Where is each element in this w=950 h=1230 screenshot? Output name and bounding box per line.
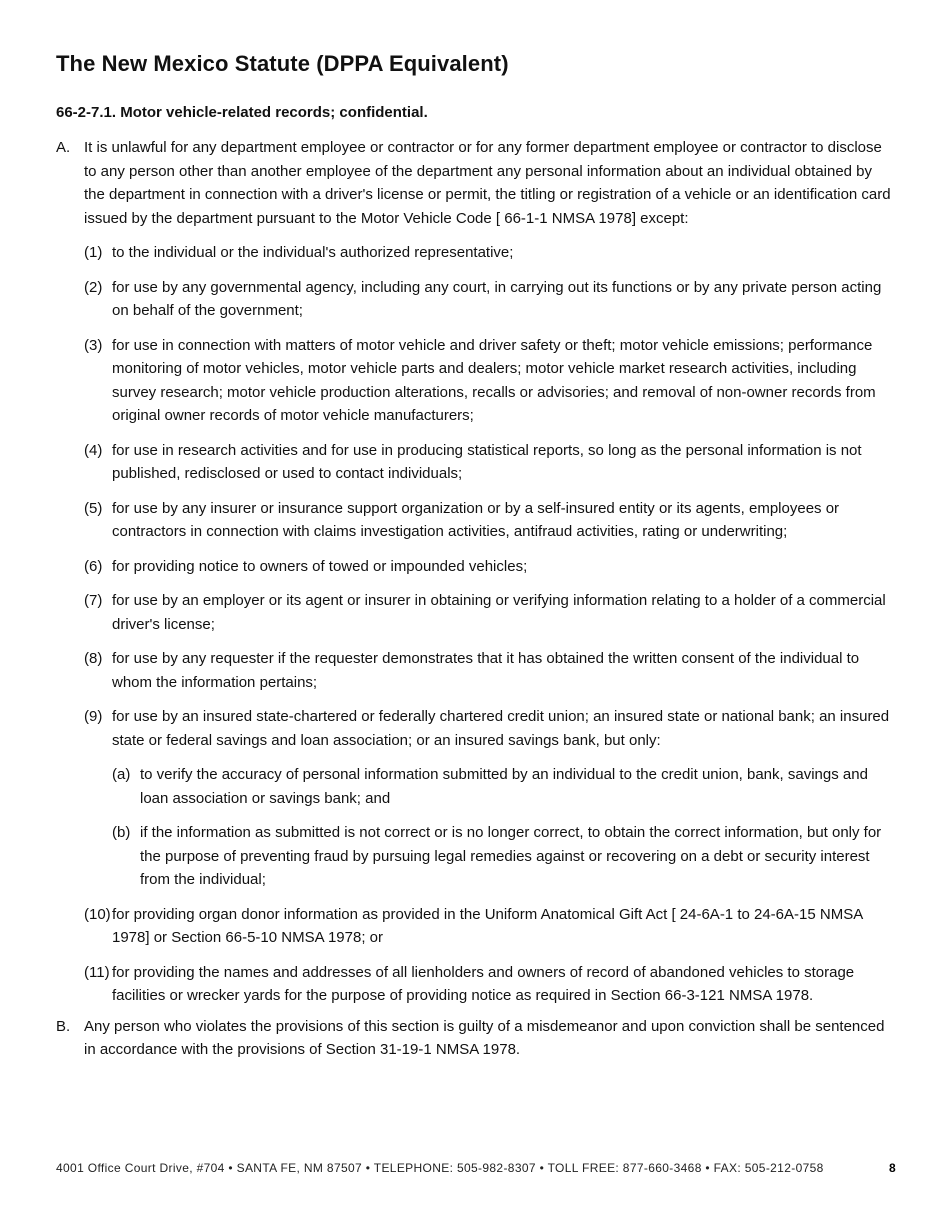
exception-label: (10)	[84, 905, 111, 923]
exception-text: to the individual or the individual's authorized representative;	[112, 244, 514, 261]
exception-text: for use by an employer or its agent or insurer in obtaining or verifying information relating to a holder of a commercial driver's license;	[112, 592, 886, 633]
exception-item-9	[84, 705, 896, 752]
footer-contact: 4001 Office Court Drive, #704 • SANTA FE, NM 87507 • TELEPHONE: 505-982-8307 • TOLL FREE: 877-660-3468 • FAX: 505-212-0758	[56, 1161, 824, 1175]
subitem-text: to verify the accuracy of personal information submitted by an individual to the credit union, bank, savings and loan association or savings bank; and	[140, 766, 868, 807]
exception-label: (6)	[84, 557, 103, 575]
subsection-a	[56, 136, 896, 230]
exception-item-3	[84, 334, 896, 428]
exception-text: for use by any requester if the requester demonstrates that it has obtained the written consent of the individual to whom the information pertains;	[112, 650, 860, 691]
subsection-label: A.	[56, 139, 71, 156]
subsection-b	[56, 1015, 896, 1062]
exception-text: for providing the names and addresses of all lienholders and owners of record of abandoned vehicles to storage facilities or wrecker yards for the purpose of providing notice as required in Section 66-3-121 NMSA 1978.	[112, 963, 855, 1004]
exception-item-1	[84, 241, 896, 265]
page-title: The New Mexico Statute (DPPA Equivalent)	[56, 51, 509, 76]
exception-text: for use by any insurer or insurance support organization or by a self-insured entity or its agents, employees or contractors in connection with claims investigation activities, antifraud activities, rating or underwriting;	[112, 499, 840, 540]
subsection-text: It is unlawful for any department employee or contractor or for any former department employee or contractor to disclose to any person other than another employee of the department any personal information about an individual obtained by the department in connection with a driver's license or permit, the titling or registration of a vehicle or an identification card issued by the department pursuant to the Motor Vehicle Code [ 66-1-1 NMSA 1978] except:	[84, 139, 891, 227]
exception-label: (8)	[84, 650, 103, 667]
exception-text: for use by any governmental agency, including any court, in carrying out its functions or by any private person acting on behalf of the government;	[112, 278, 882, 319]
exception-text: for providing organ donor information as provided in the Uniform Anatomical Gift Act [ 24-6A-1 to 24-6A-15 NMSA 1978] or Section 66-5-10 NMSA 1978; or	[112, 905, 863, 946]
exception-label: (4)	[84, 441, 103, 459]
exception-item-11	[84, 961, 896, 1008]
exception-text: for use in research activities and for use in producing statistical reports, so long as the personal information is not published, redisclosed or used to contact individuals;	[112, 441, 862, 482]
exception-label: (2)	[84, 278, 103, 296]
exception-label: (9)	[84, 708, 103, 725]
exception-label: (3)	[84, 336, 103, 354]
subsection-text: Any person who violates the provisions of this section is guilty of a misdemeanor and upon conviction shall be sentenced in accordance with the provisions of Section 31-19-1 NMSA 1978.	[84, 1017, 885, 1058]
section-heading: 66-2-7.1. Motor vehicle-related records; confidential.	[56, 104, 428, 121]
subitem-label: (b)	[112, 824, 131, 841]
exception-item-4	[84, 439, 896, 486]
page-number: 8	[888, 1161, 896, 1175]
exception-item-7	[84, 589, 896, 636]
exception-text: for providing notice to owners of towed or impounded vehicles;	[112, 557, 528, 575]
page-footer	[56, 1160, 896, 1176]
statute-body	[56, 136, 896, 1062]
exception-text: for use in connection with matters of motor vehicle and driver safety or theft; motor vehicle emissions; performance monitoring of motor vehicles, motor vehicle parts and dealers; motor vehicle market research activities, including survey research; motor vehicle production alterations, recalls or advisories; and removal of non-owner records from original owner records of motor vehicle manufacturers;	[112, 336, 876, 424]
exception-item-5	[84, 497, 896, 544]
subitem-text: if the information as submitted is not correct or is no longer correct, to obtain the correct information, but only for the purpose of preventing fraud by pursuing legal remedies against or recovering on a debt or security interest from the individual;	[140, 824, 882, 888]
exception-label: (5)	[84, 499, 103, 517]
exception-text: for use by an insured state-chartered or federally chartered credit union; an insured state or national bank; an insured state or federal savings and loan association; or an insured savings bank, but only:	[112, 708, 890, 749]
exception-item-8	[84, 647, 896, 694]
subitem-label: (a)	[112, 766, 131, 783]
exception-item-10	[84, 903, 896, 950]
exception-label: (11)	[84, 963, 110, 981]
exception-item-2	[84, 276, 896, 323]
exception-item-6	[84, 555, 896, 579]
exception-subitem-b	[112, 821, 896, 892]
exception-subitem-a	[112, 763, 896, 810]
exception-label: (7)	[84, 592, 103, 609]
exception-label: (1)	[84, 244, 103, 261]
subsection-label: B.	[56, 1017, 71, 1035]
